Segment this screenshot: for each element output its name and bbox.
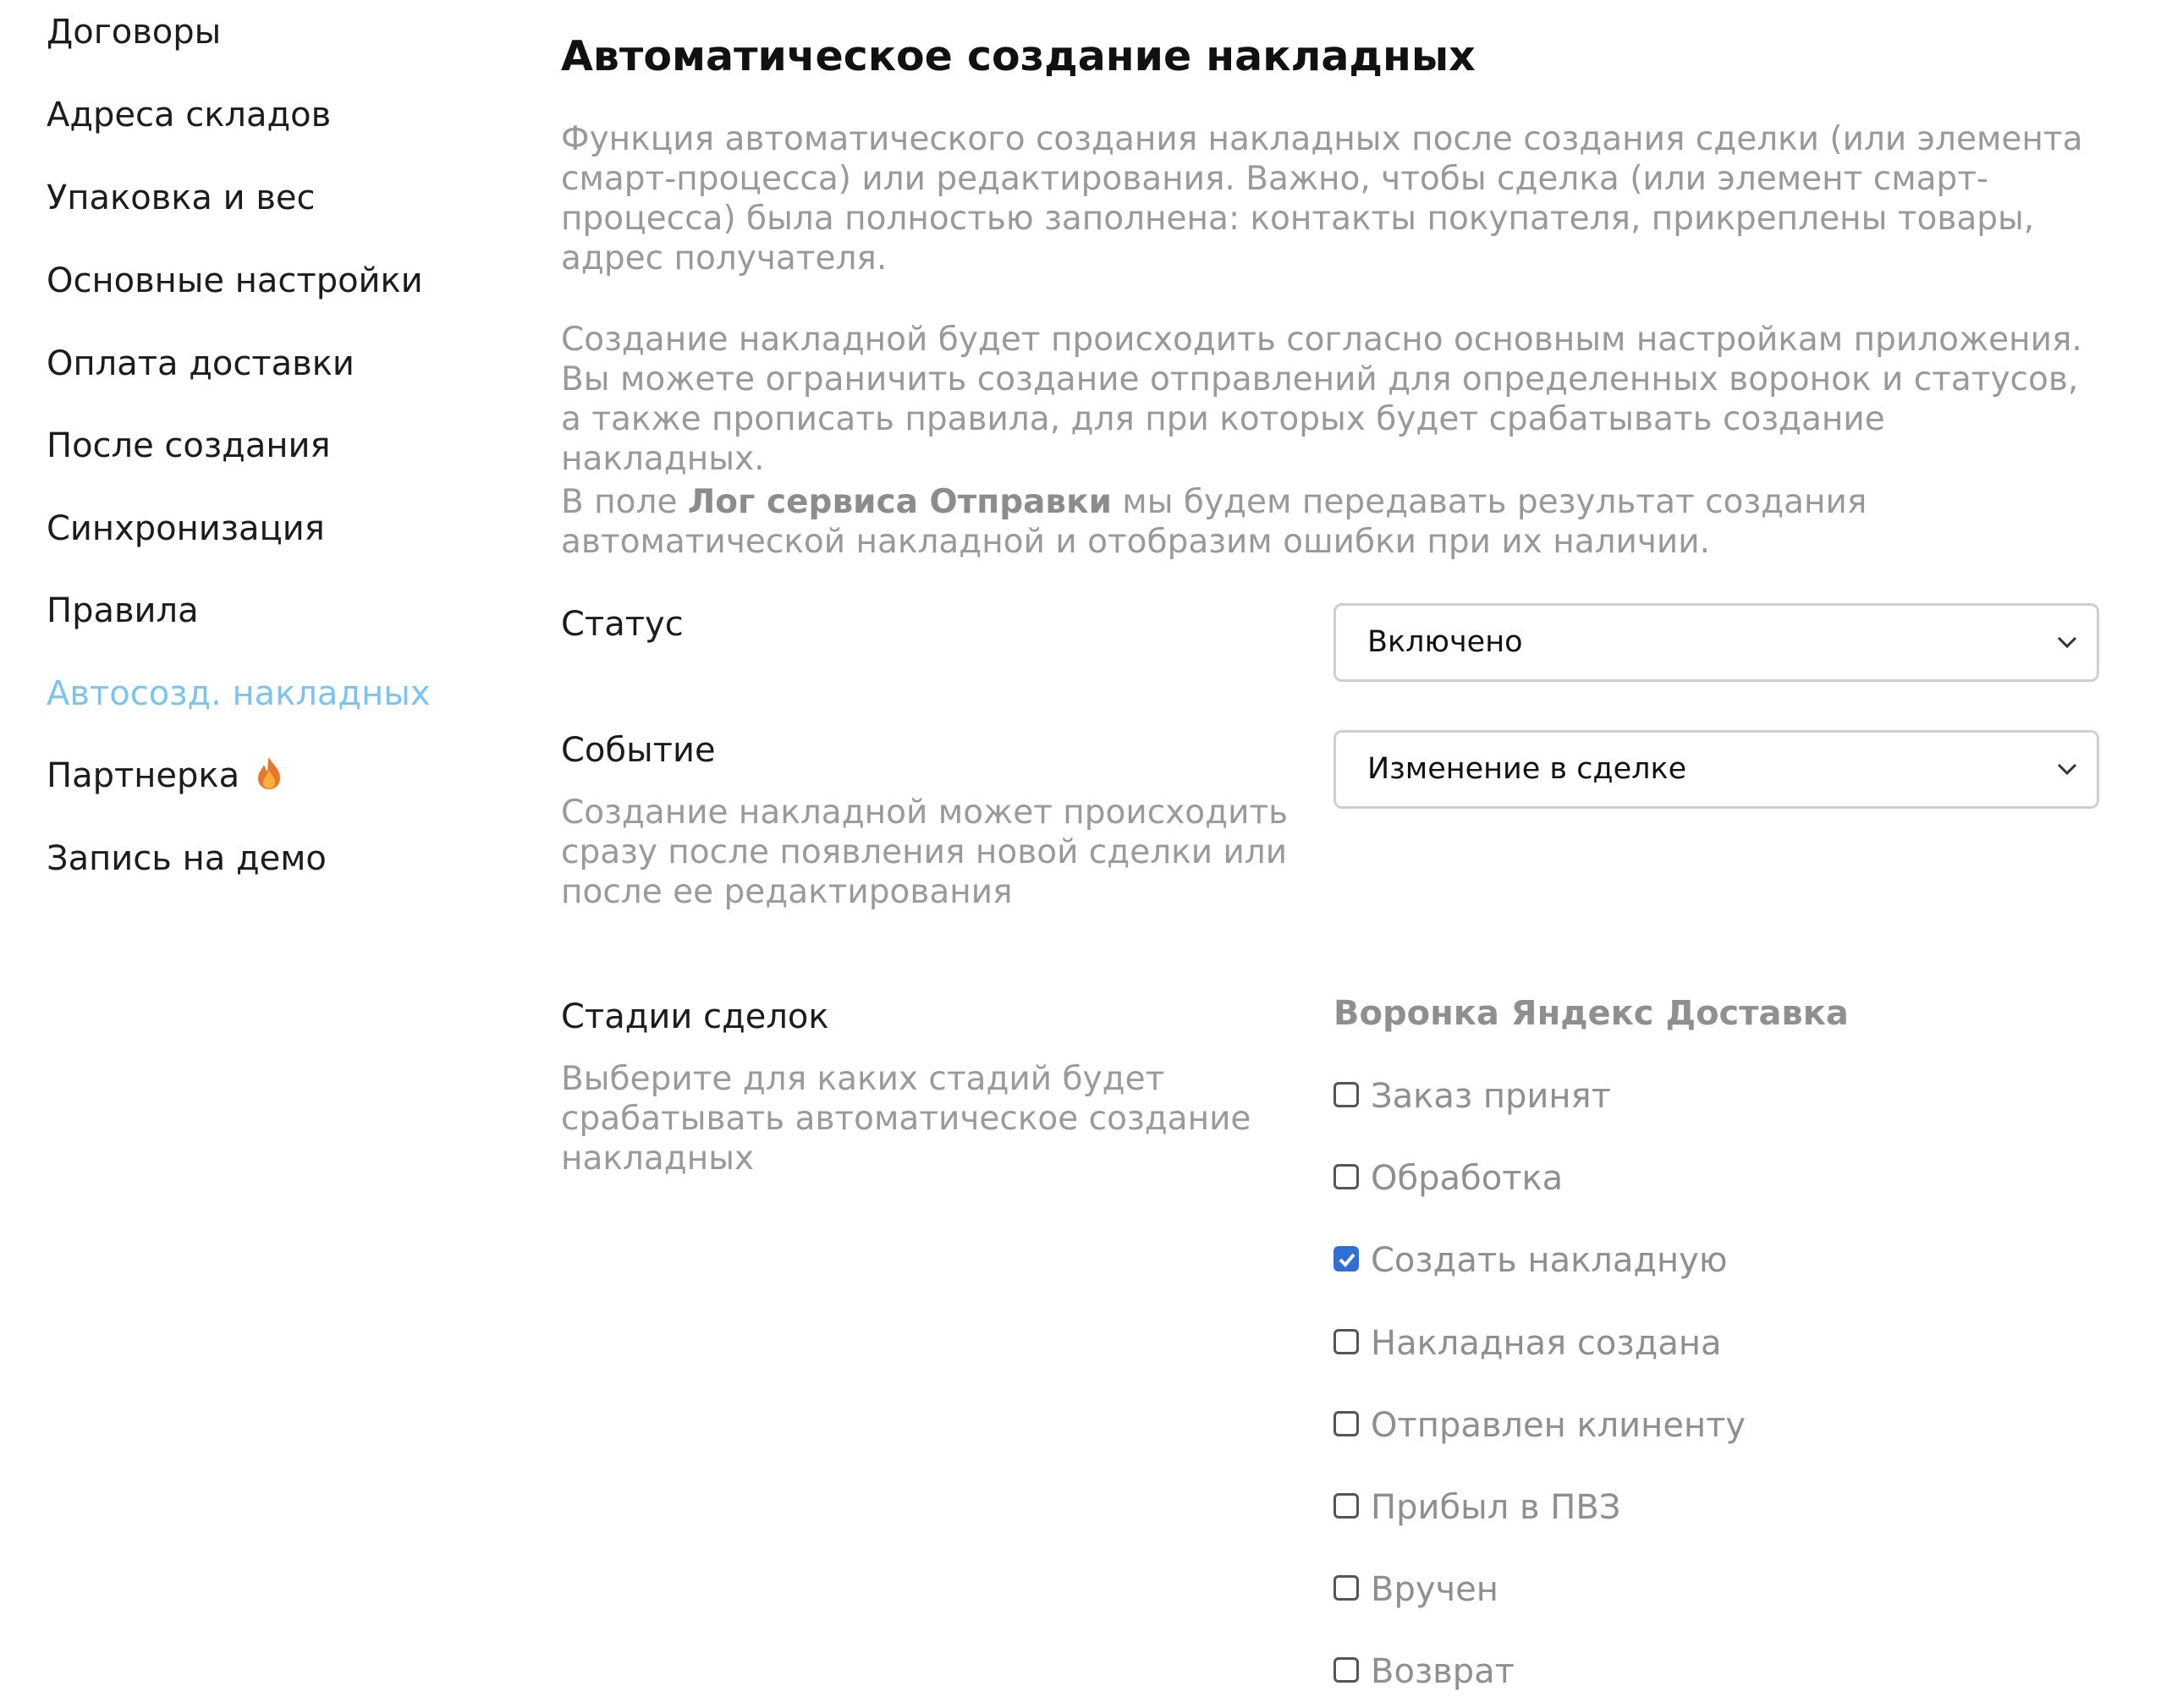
checkbox[interactable] xyxy=(1333,1493,1359,1519)
stage-option-label: Накладная создана xyxy=(1371,1324,1722,1363)
stage-option-label: Возврат xyxy=(1371,1652,1515,1691)
status-label: Статус xyxy=(561,605,684,644)
sidebar-item-after-creation[interactable]: После создания xyxy=(47,426,331,465)
sidebar-item-sync[interactable]: Синхронизация xyxy=(47,509,325,548)
stage-option-label: Отправлен клиненту xyxy=(1371,1406,1746,1445)
checkbox[interactable] xyxy=(1333,1411,1359,1436)
stage-option-label: Создать накладную xyxy=(1371,1241,1728,1280)
sidebar-item-partner-program[interactable] xyxy=(47,750,282,801)
checkbox[interactable] xyxy=(1333,1082,1359,1107)
event-label: Событие xyxy=(561,731,716,770)
description-paragraph xyxy=(561,482,2092,562)
page-title: Автоматическое создание накладных xyxy=(561,32,1476,80)
event-select-value: Изменение в сделке xyxy=(1367,752,1687,786)
checkbox[interactable] xyxy=(1333,1329,1359,1354)
fire-icon xyxy=(256,754,282,788)
funnel-title: Воронка Яндекс Доставка xyxy=(1333,994,1849,1033)
text-fragment: В поле xyxy=(561,483,688,521)
status-select-value: Включено xyxy=(1367,625,1523,659)
sidebar-item-warehouse-addresses[interactable]: Адреса складов xyxy=(47,96,332,135)
stage-option-label: Вручен xyxy=(1371,1570,1498,1609)
event-hint: Создание накладной может происходить сразу после появления новой сделки или после ее редактирования xyxy=(561,794,1289,911)
status-select[interactable] xyxy=(1333,603,2099,682)
checkmark-icon xyxy=(1338,1251,1356,1268)
stage-option-label: Прибыл в ПВЗ xyxy=(1371,1488,1621,1527)
text-fragment: мы будем передавать результат создания автоматической накладной и отобразим ошибки при их наличии. xyxy=(561,483,1867,561)
checkbox[interactable] xyxy=(1333,1575,1359,1601)
sidebar-item-contracts[interactable]: Договоры xyxy=(47,13,222,52)
sidebar-item-label: Партнерка xyxy=(47,756,240,795)
sidebar-item-rules[interactable]: Правила xyxy=(47,591,199,630)
stage-option-label: Заказ принят xyxy=(1371,1077,1611,1116)
sidebar-item-delivery-payment[interactable]: Оплата доставки xyxy=(47,344,355,383)
sidebar-item-packaging-weight[interactable]: Упаковка и вес xyxy=(47,178,316,217)
checkbox[interactable] xyxy=(1333,1657,1359,1683)
stage-option-label: Обработка xyxy=(1371,1159,1564,1198)
stages-label: Стадии сделок xyxy=(561,997,829,1036)
log-field-name: Лог сервиса Отправки xyxy=(687,483,1112,521)
sidebar-item-main-settings[interactable]: Основные настройки xyxy=(47,261,423,300)
chevron-down-icon xyxy=(2056,634,2078,651)
checkbox-checked[interactable] xyxy=(1333,1246,1359,1271)
description-paragraph: Создание накладной будет происходить согласно основным настройкам приложения. Вы можете ограничить создание отправлений для определенных воронок и статусов, а также прописать правила, для при которых будет срабатывать создание накладных. xyxy=(561,321,2082,478)
event-select[interactable] xyxy=(1333,730,2099,809)
chevron-down-icon xyxy=(2056,761,2078,777)
sidebar-item-auto-waybills[interactable]: Автосозд. накладных xyxy=(47,674,431,713)
sidebar-item-demo-booking[interactable]: Запись на демо xyxy=(47,839,327,878)
checkbox[interactable] xyxy=(1333,1164,1359,1189)
description-paragraph: Функция автоматического создания накладных после создания сделки (или элемента смарт-процесса) или редактирования. Важно, чтобы сделка (или элемент смарт-процесса) была полностью заполнена: контакты покупателя, прикреплены товары, адрес получателя. xyxy=(561,120,2083,277)
stages-hint: Выберите для каких стадий будет срабатывать автоматическое создание накладных xyxy=(561,1060,1251,1178)
